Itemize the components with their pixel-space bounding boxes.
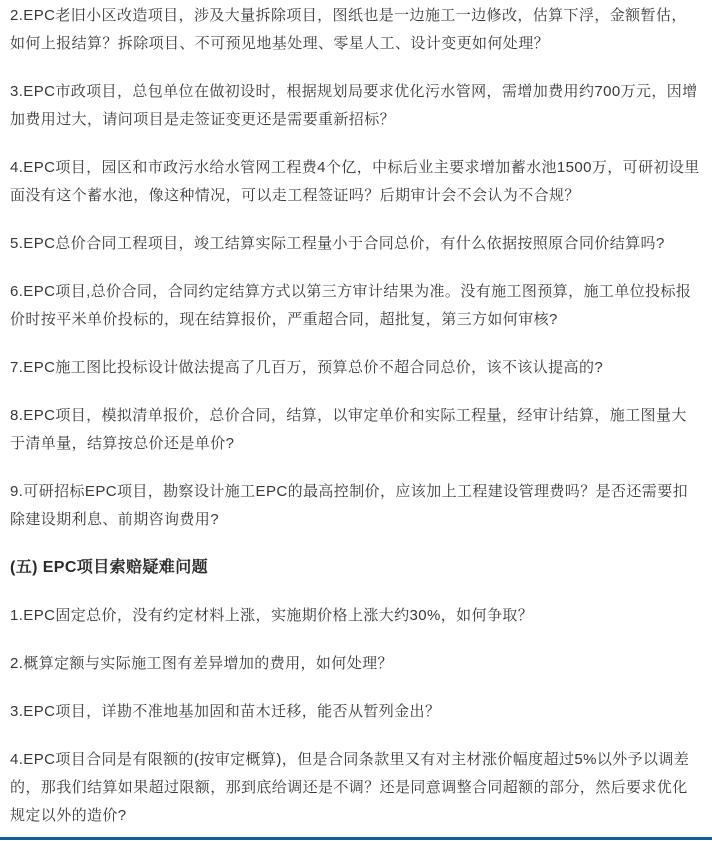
question-paragraph: 4.EPC项目合同是有限额的(按审定概算)，但是合同条款里又有对主材涨价幅度超过5%以外予以调差的，那我们结算如果超过限额，那到底给调还是不调？还是同意调整合同超额的部分，然后要求优化规定以外的造价? — [10, 751, 690, 824]
question-paragraph: 2.概算定额与实际施工图有差异增加的费用，如何处理？ — [10, 655, 393, 672]
question-paragraph: 6.EPC项目,总价合同，合同约定结算方式以第三方审计结果为准。没有施工图预算，施工单位投标报价时按平米单价投标的，现在结算报价，严重超合同，超批复，第三方如何审核? — [10, 283, 692, 328]
question-paragraph: 4.EPC项目，园区和市政污水给水管网工程费4个亿，中标后业主要求增加蓄水池1500万，可研初设里面没有这个蓄水池，像这种情况，可以走工程签证吗？后期审计会不会认为不合规？ — [10, 159, 700, 204]
question-paragraph: 3.EPC市政项目，总包单位在做初设时，根据规划局要求优化污水管网，需增加费用约700万元，因增加费用过大，请问项目是走签证变更还是需要重新招标？ — [10, 83, 698, 128]
question-paragraph: 5.EPC总价合同工程项目，竣工结算实际工程量小于合同总价，有什么依据按照原合同价结算吗? — [10, 235, 665, 252]
question-paragraph: 9.可研招标EPC项目，勘察设计施工EPC的最高控制价，应该加上工程建设管理费吗？是否还需要扣除建设期利息、前期咨询费用? — [10, 483, 688, 528]
question-paragraph: 3.EPC项目，详勘不准地基加固和苗木迁移，能否从暂列金出？ — [10, 703, 441, 720]
question-paragraph: 7.EPC施工图比投标设计做法提高了几百万，预算总价不超合同总价，该不该认提高的? — [10, 359, 604, 376]
question-paragraph: 8.EPC项目，模拟清单报价，总价合同，结算，以审定单价和实际工程量，经审计结算，施工图量大于清单量，结算按总价还是单价? — [10, 407, 687, 452]
question-paragraph: 2.EPC老旧小区改造项目，涉及大量拆除项目，图纸也是一边施工一边修改，估算下浮，金额暂估，如何上报结算？拆除项目、不可预见地基处理、零星人工、设计变更如何处理？ — [10, 7, 687, 52]
question-paragraph: 1.EPC固定总价，没有约定材料上涨，实施期价格上涨大约30%，如何争取？ — [10, 607, 534, 624]
bottom-divider-rule — [0, 837, 712, 840]
section-heading: (五) EPC项目索赔疑难问题 — [10, 559, 209, 576]
